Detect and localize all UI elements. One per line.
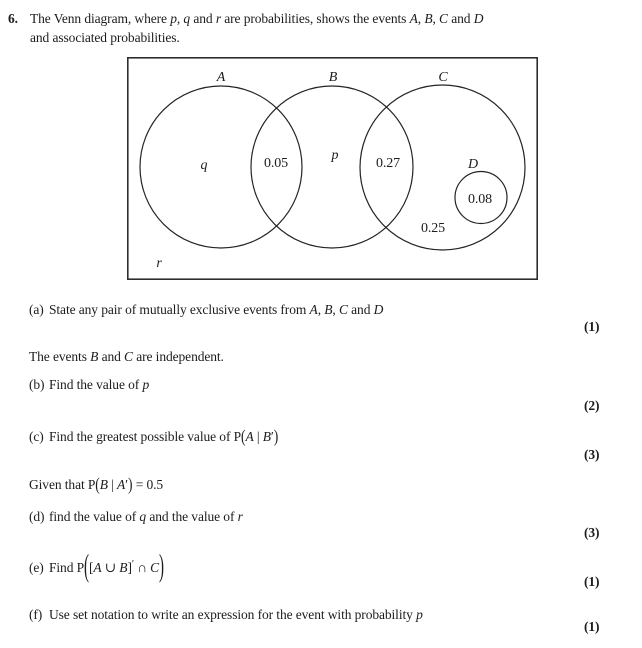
question-a-marks: (1) (584, 319, 600, 334)
text-segment: A (93, 560, 102, 575)
question-f-marks: (1) (584, 619, 600, 634)
question-f-text (49, 607, 423, 622)
text-segment: q (183, 11, 191, 26)
text-segment: find the value of (49, 509, 140, 524)
text-segment: B (262, 429, 271, 444)
text-segment: and (190, 11, 216, 26)
value-a-and-b: 0.05 (263, 156, 289, 171)
text-segment: B (119, 560, 128, 575)
text-segment: ∪ (101, 560, 120, 575)
text-segment: A (409, 11, 418, 26)
text-segment: D (373, 302, 384, 317)
venn-diagram-svg (127, 57, 538, 280)
text-segment: State any pair of mutually exclusive events from (49, 302, 310, 317)
text-segment: C (124, 349, 133, 364)
question-c-label: (c) (29, 429, 44, 444)
text-segment: ′ (131, 559, 134, 570)
question-b-line (29, 376, 149, 394)
text-segment: C (439, 11, 448, 26)
text-segment: Find P (49, 560, 85, 575)
text-segment: The Venn diagram, where (30, 11, 171, 26)
question-c-text (49, 426, 279, 446)
text-segment: q (139, 509, 147, 524)
text-segment: , (317, 302, 325, 317)
question-d-line (29, 508, 243, 526)
value-inside-d: 0.08 (467, 192, 493, 207)
question-d-text (49, 509, 243, 524)
text-segment: A (117, 477, 126, 492)
text-segment: and (347, 302, 374, 317)
text-segment: ) (128, 474, 133, 494)
value-b-only: p (331, 148, 339, 163)
text-segment: B (90, 349, 99, 364)
text-segment: and the value of (146, 509, 238, 524)
header-line-1 (30, 10, 483, 28)
text-segment: ∩ (133, 560, 151, 575)
text-segment: B (99, 477, 108, 492)
question-b-marks: (2) (584, 398, 600, 413)
text-segment: ′ (125, 477, 129, 492)
text-segment: [ (88, 560, 94, 575)
text-segment: r (215, 11, 221, 26)
question-f-line (29, 606, 423, 624)
given-statement (29, 476, 163, 494)
label-c: C (438, 70, 448, 85)
text-segment: p (416, 607, 423, 622)
text-segment: ′ (270, 429, 274, 444)
venn-diagram (127, 57, 538, 280)
text-segment: ] (127, 560, 132, 575)
value-c-only: 0.25 (420, 221, 446, 236)
question-e-marks: (1) (584, 574, 600, 589)
question-number: 6. (8, 11, 18, 26)
question-f-label: (f) (29, 607, 43, 622)
label-b: B (328, 70, 338, 85)
text-segment: p (170, 11, 177, 26)
header-line-2: and associated probabilities. (30, 30, 180, 45)
text-segment: Given that P (29, 477, 96, 492)
text-segment: C (150, 560, 160, 575)
question-b-label: (b) (29, 377, 45, 392)
question-d-label: (d) (29, 509, 45, 524)
text-segment: ( (241, 426, 246, 446)
text-segment: B (324, 302, 333, 317)
question-a-line (29, 301, 383, 319)
question-e-label: (e) (29, 560, 44, 575)
text-segment: ( (84, 550, 89, 585)
text-segment: The events (29, 349, 91, 364)
question-a-text (49, 302, 383, 317)
text-segment: ) (159, 550, 164, 585)
text-segment: and (98, 349, 125, 364)
question-b-text (49, 377, 149, 392)
text-segment: are independent. (132, 349, 224, 364)
text-segment: p (142, 377, 150, 392)
question-e-line (29, 550, 164, 585)
text-segment: = 0.5 (132, 477, 164, 492)
question-d-marks: (3) (584, 525, 600, 540)
text-segment: | (107, 477, 118, 492)
text-segment: Find the value of (49, 377, 143, 392)
value-b-and-c: 0.27 (375, 156, 401, 171)
text-segment: A (309, 302, 318, 317)
question-a-label: (a) (29, 302, 44, 317)
label-a: A (216, 70, 226, 85)
text-segment: B (424, 11, 433, 26)
text-segment: Find the greatest possible value of P (49, 429, 242, 444)
text-segment: are probabilities, shows the events (220, 11, 410, 26)
text-segment: ( (95, 474, 100, 494)
text-segment: , (417, 11, 425, 26)
text-segment: and (447, 11, 474, 26)
text-segment: , (176, 11, 184, 26)
text-segment: ) (273, 426, 279, 446)
text-segment: , (432, 11, 440, 26)
text-segment: r (237, 509, 243, 524)
question-c-line (29, 428, 278, 446)
text-segment: | (253, 429, 263, 444)
question-e-text (49, 550, 164, 585)
text-segment: C (338, 302, 348, 317)
independent-statement (29, 348, 224, 366)
text-segment: D (473, 11, 484, 26)
text-segment: , (332, 302, 339, 317)
question-c-marks: (3) (584, 447, 600, 462)
text-segment: Use set notation to write an expression for the event with probability (49, 607, 417, 622)
text-segment: A (245, 429, 254, 444)
value-outside: r (156, 256, 162, 271)
label-d: D (467, 157, 479, 172)
value-a-only: q (200, 158, 208, 173)
